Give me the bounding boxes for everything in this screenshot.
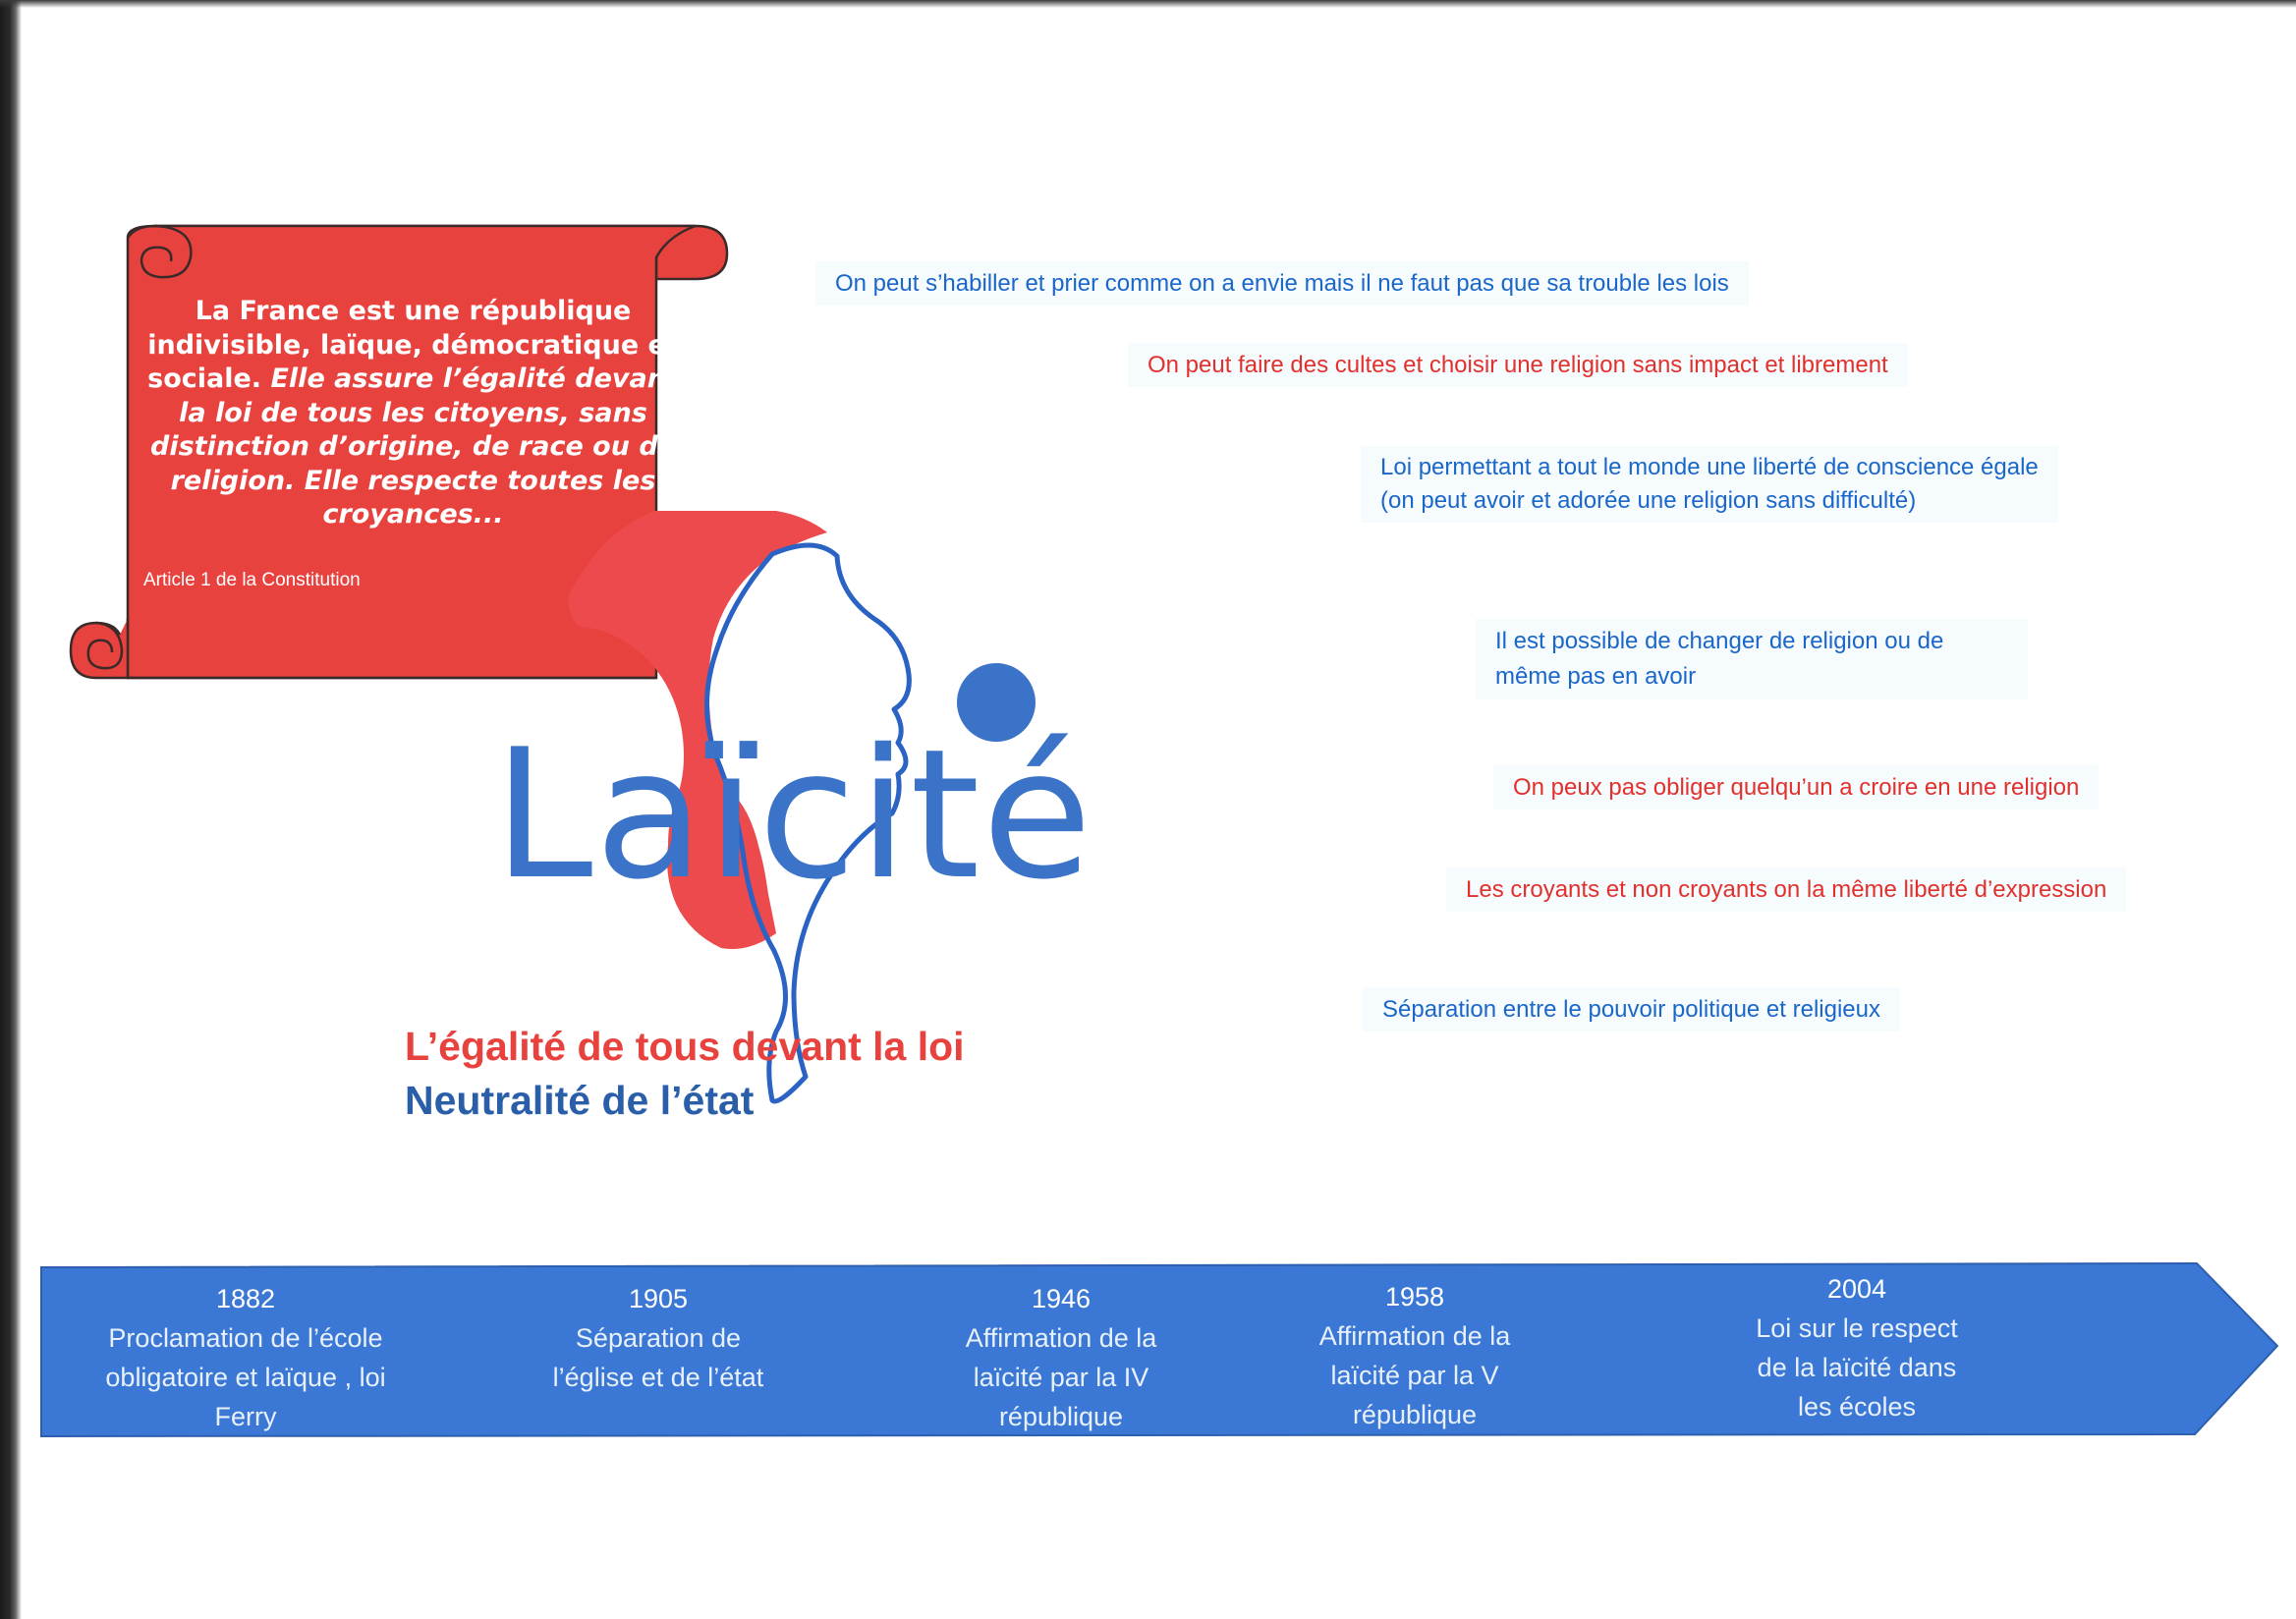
statement-line: (on peut avoir et adorée une religion sans difficulté): [1380, 487, 1917, 514]
timeline-item-1958: [1277, 1277, 1552, 1434]
timeline-year: 1905: [628, 1284, 689, 1313]
timeline-label: laïcité par la V: [1330, 1361, 1499, 1390]
timeline-year: 1958: [1384, 1282, 1445, 1312]
scan-edge-left: [0, 0, 22, 1619]
timeline-label: de la laïcité dans: [1757, 1353, 1957, 1382]
timeline-label: république: [1352, 1400, 1478, 1429]
timeline-label: Proclamation de l’école: [108, 1323, 383, 1353]
statement-line: Il est possible de changer de religion ou de: [1495, 628, 1944, 654]
statement-line: Les croyants et non croyants on la même liberté d’expression: [1466, 876, 2107, 903]
timeline-year: 1882: [215, 1284, 276, 1313]
statement-freedom-conscience: [1361, 446, 2058, 523]
statement-line: Loi permettant a tout le monde une liberté de conscience égale: [1380, 454, 2039, 480]
timeline-year: 1946: [1031, 1284, 1092, 1313]
statement-worship: [1128, 343, 1908, 387]
article-text-plain: La France est une république indivisible, laïque, démocratique et sociale.: [147, 296, 679, 394]
statement-dress-pray: [815, 261, 1749, 306]
statement-line: Séparation entre le pouvoir politique et religieux: [1382, 996, 1880, 1023]
timeline-year: 2004: [1826, 1274, 1887, 1304]
statement-line: On peut faire des cultes et choisir une religion sans impact et librement: [1148, 352, 1888, 378]
statement-line: On peut s’habiller et prier comme on a envie mais il ne faut pas que sa trouble les lois: [835, 270, 1729, 297]
timeline-label: Loi sur le respect: [1756, 1313, 1958, 1343]
statement-expression: [1446, 867, 2126, 912]
statement-line: même pas en avoir: [1495, 663, 1697, 690]
timeline-label: Affirmation de la: [1318, 1321, 1511, 1351]
statement-line: On peux pas obliger quelqu’un a croire en une religion: [1513, 774, 2080, 801]
timeline-label: Ferry: [214, 1402, 277, 1431]
article-caption: Article 1 de la Constitution: [143, 570, 361, 590]
timeline-item-1882: [79, 1279, 413, 1436]
timeline-label: république: [998, 1402, 1124, 1431]
timeline-label: Affirmation de la: [965, 1323, 1157, 1353]
article-text: [145, 295, 681, 532]
timeline-label: laïcité par la IV: [973, 1363, 1149, 1392]
timeline-arrow: [39, 1259, 2281, 1438]
slogan-neutrality: Neutralité de l’état: [405, 1078, 755, 1123]
statement-separation: [1363, 987, 1900, 1032]
timeline-item-2004: [1719, 1269, 1994, 1426]
article-text-italic: Elle assure l’égalité devant la loi de tous les citoyens, sans distinction d’origine, de race ou de religion. Elle respecte toutes les croyances...: [150, 363, 679, 530]
timeline-label: obligatoire et laïque , loi: [105, 1363, 386, 1392]
timeline-label: l’église et de l’état: [552, 1363, 764, 1392]
slogan-equality: L’égalité de tous devant la loi: [405, 1024, 965, 1069]
scan-edge-top: [0, 0, 2296, 8]
logo-wordmark: Laïcité: [493, 710, 1094, 919]
timeline-label: Séparation de: [575, 1323, 742, 1353]
statement-no-obligation: [1493, 765, 2099, 810]
timeline-label: les écoles: [1797, 1392, 1917, 1422]
timeline-item-1905: [511, 1279, 806, 1397]
statement-change-religion: [1476, 619, 2028, 699]
timeline-item-1946: [924, 1279, 1199, 1436]
